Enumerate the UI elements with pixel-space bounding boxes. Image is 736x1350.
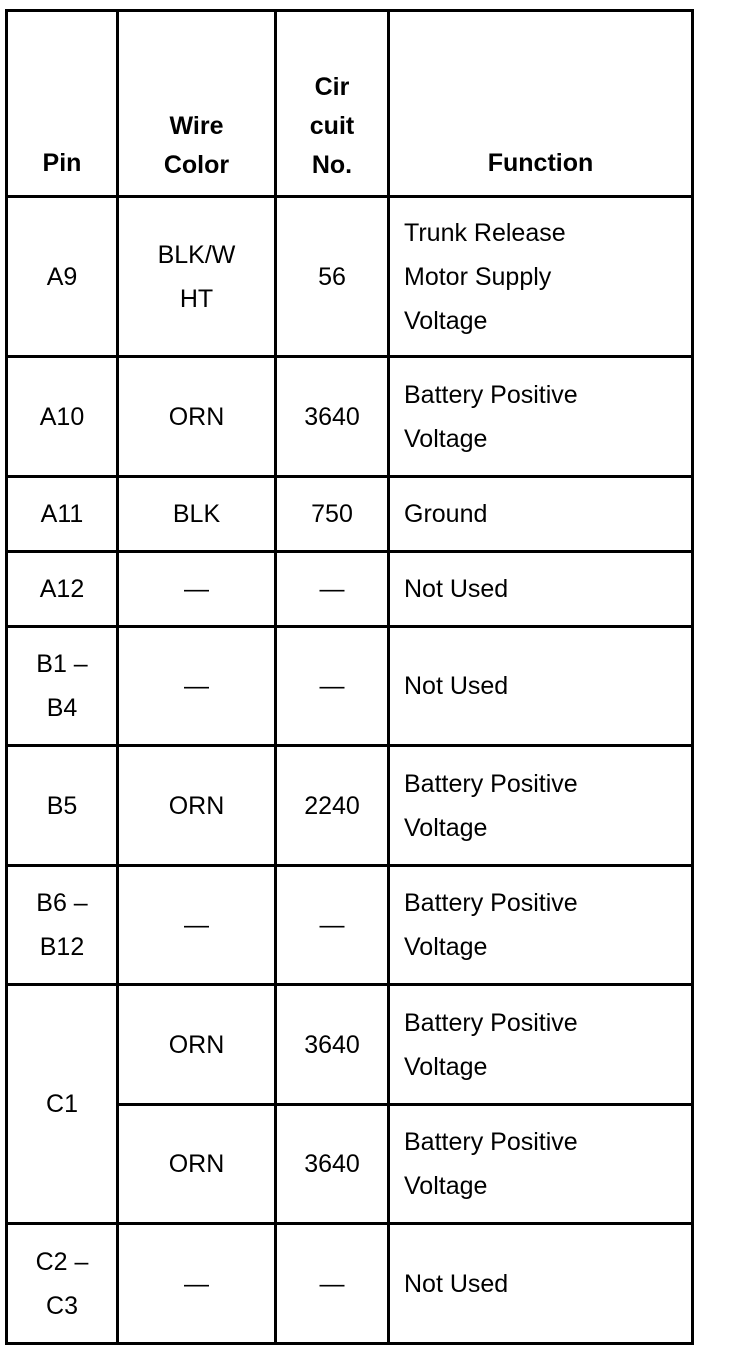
pin-cell: B6 – B12 (7, 866, 118, 985)
table-row (7, 1224, 693, 1344)
function-cell: Battery Positive Voltage (389, 746, 693, 866)
table-row (7, 477, 693, 552)
pin-cell: C2 – C3 (7, 1224, 118, 1344)
circuit-cell: 750 (276, 477, 389, 552)
pin-cell: A9 (7, 197, 118, 357)
function-cell: Ground (389, 477, 693, 552)
wire-color-cell: BLK (118, 477, 276, 552)
table-row (7, 197, 693, 357)
circuit-cell: — (276, 552, 389, 627)
table-row (7, 985, 693, 1105)
circuit-cell: 3640 (276, 985, 389, 1105)
header-circuit-no: Cir cuit No. (276, 11, 389, 197)
circuit-cell: 3640 (276, 357, 389, 477)
table-row (7, 627, 693, 746)
table-row (7, 746, 693, 866)
wire-color-cell: — (118, 1224, 276, 1344)
header-row (7, 11, 693, 197)
header-function: Function (389, 11, 693, 197)
header-wire-color: Wire Color (118, 11, 276, 197)
pin-cell: A12 (7, 552, 118, 627)
function-cell: Trunk Release Motor Supply Voltage (389, 197, 693, 357)
wire-color-cell: ORN (118, 985, 276, 1105)
wire-color-cell: ORN (118, 1105, 276, 1224)
table-row (7, 866, 693, 985)
table-row (7, 357, 693, 477)
header-pin: Pin (7, 11, 118, 197)
wire-color-cell: ORN (118, 746, 276, 866)
circuit-cell: 56 (276, 197, 389, 357)
pin-cell: A10 (7, 357, 118, 477)
function-cell: Not Used (389, 627, 693, 746)
circuit-cell: — (276, 627, 389, 746)
pin-cell: B1 – B4 (7, 627, 118, 746)
wire-color-cell: ORN (118, 357, 276, 477)
pin-cell: C1 (7, 985, 118, 1224)
function-cell: Battery Positive Voltage (389, 985, 693, 1105)
circuit-cell: — (276, 866, 389, 985)
wire-color-cell: — (118, 866, 276, 985)
function-cell: Battery Positive Voltage (389, 357, 693, 477)
circuit-cell: 2240 (276, 746, 389, 866)
wire-color-cell: BLK/W HT (118, 197, 276, 357)
pin-cell: B5 (7, 746, 118, 866)
table-row (7, 552, 693, 627)
circuit-cell: — (276, 1224, 389, 1344)
pinout-table (5, 9, 694, 1345)
circuit-cell: 3640 (276, 1105, 389, 1224)
function-cell: Battery Positive Voltage (389, 1105, 693, 1224)
function-cell: Not Used (389, 1224, 693, 1344)
function-cell: Not Used (389, 552, 693, 627)
wire-color-cell: — (118, 627, 276, 746)
wire-color-cell: — (118, 552, 276, 627)
function-cell: Battery Positive Voltage (389, 866, 693, 985)
pin-cell: A11 (7, 477, 118, 552)
